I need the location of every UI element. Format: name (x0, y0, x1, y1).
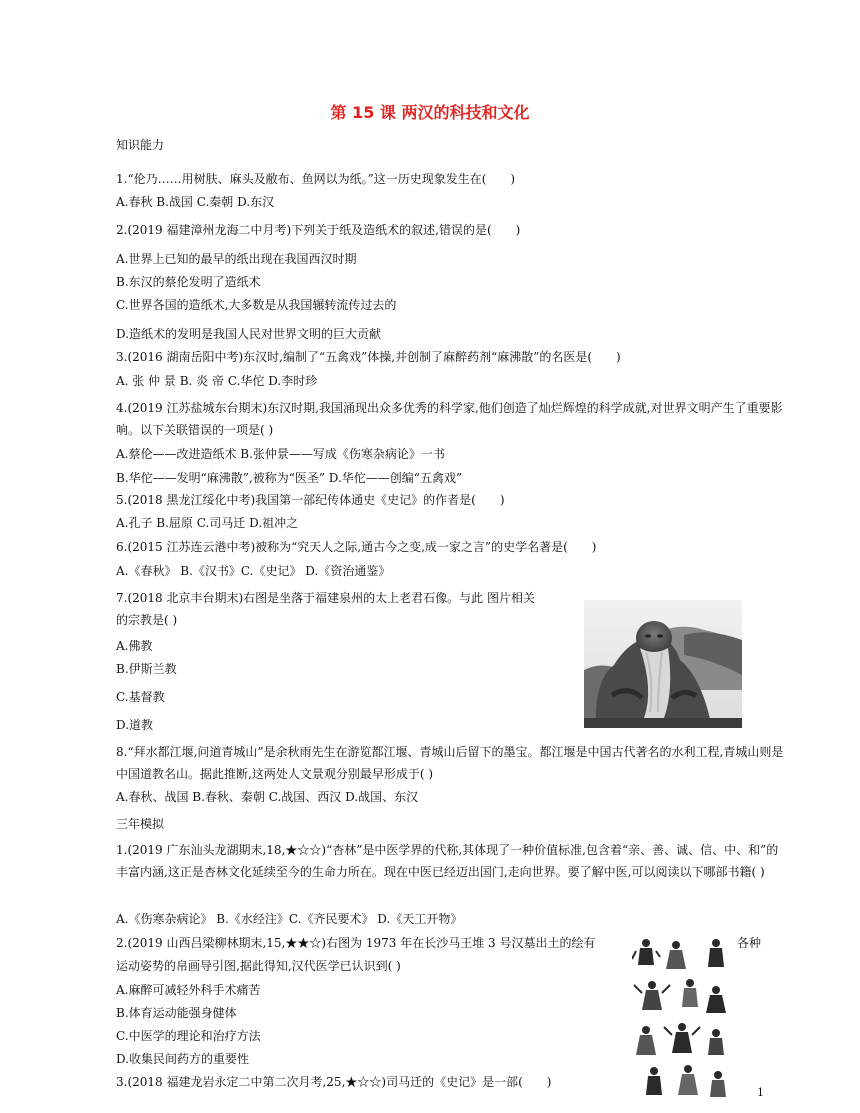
q7-option-b: B.伊斯兰教 (116, 662, 177, 676)
m2-option-b: B.体育运动能强身健体 (116, 1006, 237, 1020)
q4-options-cd: B.华佗——发明“麻沸散”,被称为“医圣” D.华佗——创编“五禽戏” (116, 471, 463, 485)
page-number: 1 (757, 1086, 764, 1099)
exercise-figures-illustration (632, 935, 732, 1100)
q7-option-a: A.佛教 (116, 639, 153, 653)
m2-stem-line2: 运动姿势的帛画导引图,据此得知,汉代医学已认识到( ) (116, 959, 401, 973)
statue-illustration (584, 600, 742, 728)
q2-option-a: A.世界上已知的最早的纸出现在我国西汉时期 (116, 252, 357, 266)
q3-stem: 3.(2016 湖南岳阳中考)东汉时,编制了“五禽戏”体操,并创制了麻醉药剂“麻沸散”的名医是( ) (116, 350, 621, 364)
q3-options: A. 张 仲 景 B. 炎 帝 C.华佗 D.李时珍 (116, 374, 318, 388)
m1-stem: 1.(2019 广东汕头龙湖期末,18,★☆☆)“杏林”是中医学界的代称,其体现了一种价值标准,包含着“亲、善、诚、信、中、和”的丰富内涵,这正是杏林文化延续至今的生命力所在。现在中医已经迈出国门,走向世界。要了解中医,可以阅读以下哪部书籍( ) (116, 843, 779, 879)
q4-stem: 4.(2019 江苏盐城东台期末)东汉时期,我国涌现出众多优秀的科学家,他们创造了灿烂辉煌的科学成就,对世界文明产生了重要影响。以下关联错误的一项是( ) (116, 401, 783, 437)
m3-stem: 3.(2018 福建龙岩永定二中第二次月考,25,★☆☆)司马迁的《史记》是一部( ) (116, 1075, 552, 1089)
laojun-statue-photo (584, 600, 742, 728)
q6-stem: 6.(2015 江苏连云港中考)被称为“究天人之际,通古今之变,成一家之言”的史学名著是( ) (116, 540, 597, 554)
q7-stem-line1: 7.(2018 北京丰台期末)右图是坐落于福建泉州的太上老君石像。与此 图片相关 (116, 591, 535, 605)
q5-stem: 5.(2018 黑龙江绥化中考)我国第一部纪传体通史《史记》的作者是( ) (116, 493, 505, 507)
q2-option-c: C.世界各国的造纸术,大多数是从我国辗转流传过去的 (116, 298, 397, 312)
daoyin-silk-painting (632, 935, 732, 1100)
q6-options: A.《春秋》 B.《汉书》C.《史记》 D.《资治通鉴》 (116, 564, 391, 578)
m2-option-c: C.中医学的理论和治疗方法 (116, 1029, 261, 1043)
section-heading-knowledge: 知识能力 (116, 138, 165, 152)
m2-stem-line1-end: 各种 (737, 936, 762, 950)
m2-stem-line1: 2.(2019 山西吕梁柳林期末,15,★★☆)右图为 1973 年在长沙马王堆 3 号汉墓出土的绘有 (116, 936, 596, 950)
q5-options: A.孔子 B.屈原 C.司马迁 D.祖冲之 (116, 516, 299, 530)
q2-option-b: B.东汉的蔡伦发明了造纸术 (116, 275, 261, 289)
m1-options: A.《伤寒杂病论》 B.《水经注》C.《齐民要术》 D.《天工开物》 (116, 912, 463, 926)
q1-options: A.春秋 B.战国 C.秦朝 D.东汉 (116, 195, 275, 209)
q7-stem-line2: 的宗教是( ) (116, 613, 178, 627)
q2-stem: 2.(2019 福建漳州龙海二中月考)下列关于纸及造纸术的叙述,错误的是( ) (116, 223, 521, 237)
q7-option-d: D.道教 (116, 718, 154, 732)
q2-option-d: D.造纸术的发明是我国人民对世界文明的巨大贡献 (116, 327, 382, 341)
q1-stem: 1.“伦乃……用树肤、麻头及敝布、鱼网以为纸。”这一历史现象发生在( ) (116, 172, 516, 186)
m2-option-d: D.收集民间药方的重要性 (116, 1052, 250, 1066)
q7-option-c: C.基督教 (116, 690, 165, 704)
section-heading-mock: 三年模拟 (116, 817, 165, 831)
m2-option-a: A.麻醉可减轻外科手术痛苦 (116, 983, 261, 997)
q8-stem: 8.“拜水都江堰,问道青城山”是余秋雨先生在游览都江堰、青城山后留下的墨宝。都江堰是中国古代著名的水利工程,青城山则是中国道教名山。据此推断,这两处人文景观分别最早形成于( ) (116, 745, 784, 781)
q4-options-ab: A.蔡伦——改进造纸术 B.张仲景——写成《伤寒杂病论》一书 (116, 447, 445, 461)
q8-options: A.春秋、战国 B.春秋、秦朝 C.战国、西汉 D.战国、东汉 (116, 790, 419, 804)
lesson-title: 第 15 课 两汉的科技和文化 (330, 103, 530, 122)
